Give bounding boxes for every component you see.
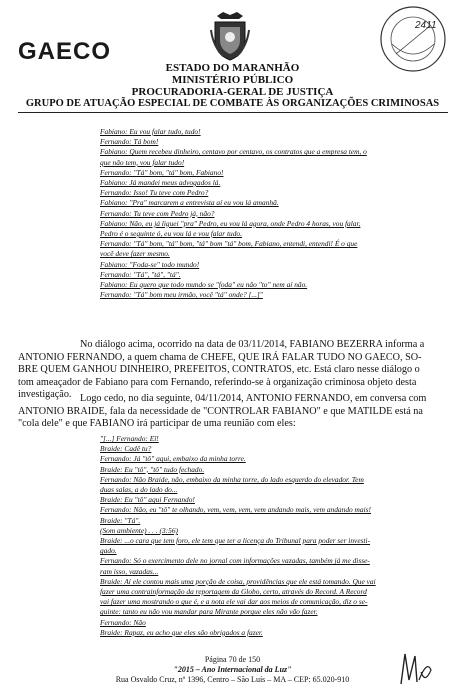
- header-state: ESTADO DO MARANHÃO: [165, 62, 300, 74]
- paragraph-line: tom ameaçador de Fabiano para com Fernando, referindo-se à organização criminosa objeto desta: [18, 376, 417, 388]
- paragraph-line: "cola dele" e que FABIANO irá participar de uma reunião com eles:: [18, 418, 296, 430]
- dialogue-line: Braide: Eu "tô" aqui Fernando!: [100, 495, 195, 505]
- dialogue-line: duas salas, a do lado do...: [100, 485, 178, 495]
- dialogue-line: Pedro é o seguinte ó, eu vou lá e vou falar tudo.: [100, 229, 242, 239]
- header-ministry: MINISTÉRIO PÚBLICO: [171, 74, 294, 86]
- dialogue-line: Braide: ...o cara que tem foro, ele tem que ter a licença do Tribunal para poder ser investi-: [100, 536, 371, 546]
- paragraph-line: BRE QUEM GANHOU DINHEIRO, PREFEITOS, CONTRATOS, etc. Está claro nesse diálogo o: [18, 364, 420, 376]
- dialogue-line: Fernando: Não: [100, 617, 146, 627]
- paragraph-line: ANTONIO FERNANDO, a quem chama de CHEFE, QUE IRÁ FALAR TUDO NO GAECO, SO-: [18, 351, 422, 363]
- page-number: Página 70 de 150: [204, 655, 261, 664]
- signature-initials: [395, 650, 435, 688]
- dialogue-line: Fernando: Só o exercimento dele no jornal com informações vazadas, também já me disse-: [100, 556, 370, 566]
- paragraph-line: Logo cedo, no dia seguinte, 04/11/2014, ANTONIO FERNANDO, em conversa com: [80, 393, 427, 404]
- dialogue-line: guinte: tanto eu não vou mandar para Mirante porque eles não vão fazer.: [100, 607, 318, 617]
- header-procuradoria: PROCURADORIA-GERAL DE JUSTIÇA: [131, 86, 334, 98]
- footer-motto: "2015 – Ano Internacional da Luz": [173, 665, 292, 674]
- header-group: GRUPO DE ATUAÇÃO ESPECIAL DE COMBATE ÀS ORGANIZAÇÕES CRIMINOSAS: [25, 98, 440, 109]
- gaeco-logo: GAECO: [18, 38, 112, 65]
- dialogue-line: Fabiano: Quem recebeu dinheiro, centavo por centavo, os contratos que a empresa tem, o: [100, 147, 367, 157]
- dialogue-line: Fabiano: "Foda-se" todo mundo!: [100, 259, 200, 269]
- dialogue-line: Fernando: "Tá" bom, "tá" bom, "tá" bom "tá" bom, Fabiano, entendi, entendi! É o que: [100, 239, 358, 249]
- dialogue-line: Fernando: "Tá", "tá", "tá".: [100, 269, 181, 279]
- dialogue-line: Fernando: "Tá" bom, "tá" bom, Fabiano!: [100, 167, 224, 177]
- dialogue-line: (Som ambiente) . . . (3:56): [100, 525, 178, 535]
- stamp-number: 2411: [415, 20, 437, 31]
- dialogue-line: que não tem, vou falar tudo!: [100, 157, 185, 167]
- dialogue-line: Fernando: Não, eu "tô" te olhando, vem, vem, vem, vem andando mais, vem andando mais!: [100, 505, 371, 515]
- dialogue-line: Braide: Aí ele contou mais uma porção de coisa, providências que ele está tomando. Que vai: [100, 576, 376, 586]
- paragraph-line: No diálogo acima, ocorrido na data de 03/11/2014, FABIANO BEZERRA informa a: [80, 339, 425, 350]
- coat-of-arms-icon: [209, 10, 251, 62]
- dialogue-line: Fabiano: Já mandei meus advogados lá.: [100, 178, 221, 188]
- dialogue-line: vai fazer uma mostrando o que é, e a nota ele vai dar aos meios de comunicação, diz o se-: [100, 597, 368, 607]
- footer-address: Rua Osvaldo Cruz, nº 1396, Centro – São Luís – MA – CEP: 65.020-910: [115, 675, 350, 684]
- header-divider: [18, 112, 448, 113]
- dialogue-line: Fernando: Não Braide, não, embaixo da minha torre, do lado esquerdo do elevador. Tem: [100, 474, 364, 484]
- dialogue-transcript-1: [100, 127, 455, 300]
- dialogue-line: "[...] Fernando: Eî!: [100, 434, 159, 443]
- dialogue-line: Fabiano: "Pra" marcarem a entrevista aí eu vou lá amanhã.: [100, 198, 279, 208]
- paragraph-line: ANTONIO BRAIDE, fala da necessidade de "CONTROLAR FABIANO" e que MATILDE está na: [18, 405, 423, 417]
- dialogue-line: Fabiano: Eu vou falar tudo, tudo!: [100, 127, 201, 136]
- dialogue-line: Braide: Cadê tu?: [100, 444, 152, 454]
- dialogue-line: Braide: Rapaz, eu acho que eles são obrigados a fazer.: [100, 627, 263, 637]
- dialogue-line: fazer uma contrainformação da reportagem da Globo, certo, através do Record. A Record: [100, 587, 367, 597]
- dialogue-line: Fabiano: Eu quero que todo mundo se "foda" eu não "to" nem aí não.: [100, 280, 308, 290]
- dialogue-line: Fabiano: Não, eu já liguei "pra" Pedro, eu vou lá agora, onde Pedro 4 horas, vou falar,: [100, 218, 361, 228]
- dialogue-line: Fernando: Já "tô" aqui, embaixo da minha torre.: [100, 454, 246, 464]
- dialogue-line: Fernando: Tá bom!: [100, 137, 159, 147]
- dialogue-line: ram isso, vazadas...: [100, 566, 159, 576]
- dialogue-line: você deve fazer mesmo.: [100, 249, 170, 259]
- analysis-paragraph-2: [18, 393, 448, 431]
- dialogue-line: Fernando: Tu teve com Pedro já, não?: [100, 208, 215, 218]
- dialogue-line: Braide: "Tá".: [100, 515, 141, 525]
- dialogue-line: Braide: Eu "tô", "tô" tudo fechado.: [100, 464, 205, 474]
- paragraph-line: investigação.: [18, 389, 72, 401]
- dialogue-line: Fernando: Isso! Tu teve com Pedro?: [100, 188, 209, 198]
- dialogue-transcript-2: [100, 434, 455, 638]
- dialogue-line: gado.: [100, 546, 117, 556]
- dialogue-line: Fernando: "Tá" bom meu irmão, você "tá" onde? [...]": [100, 290, 263, 300]
